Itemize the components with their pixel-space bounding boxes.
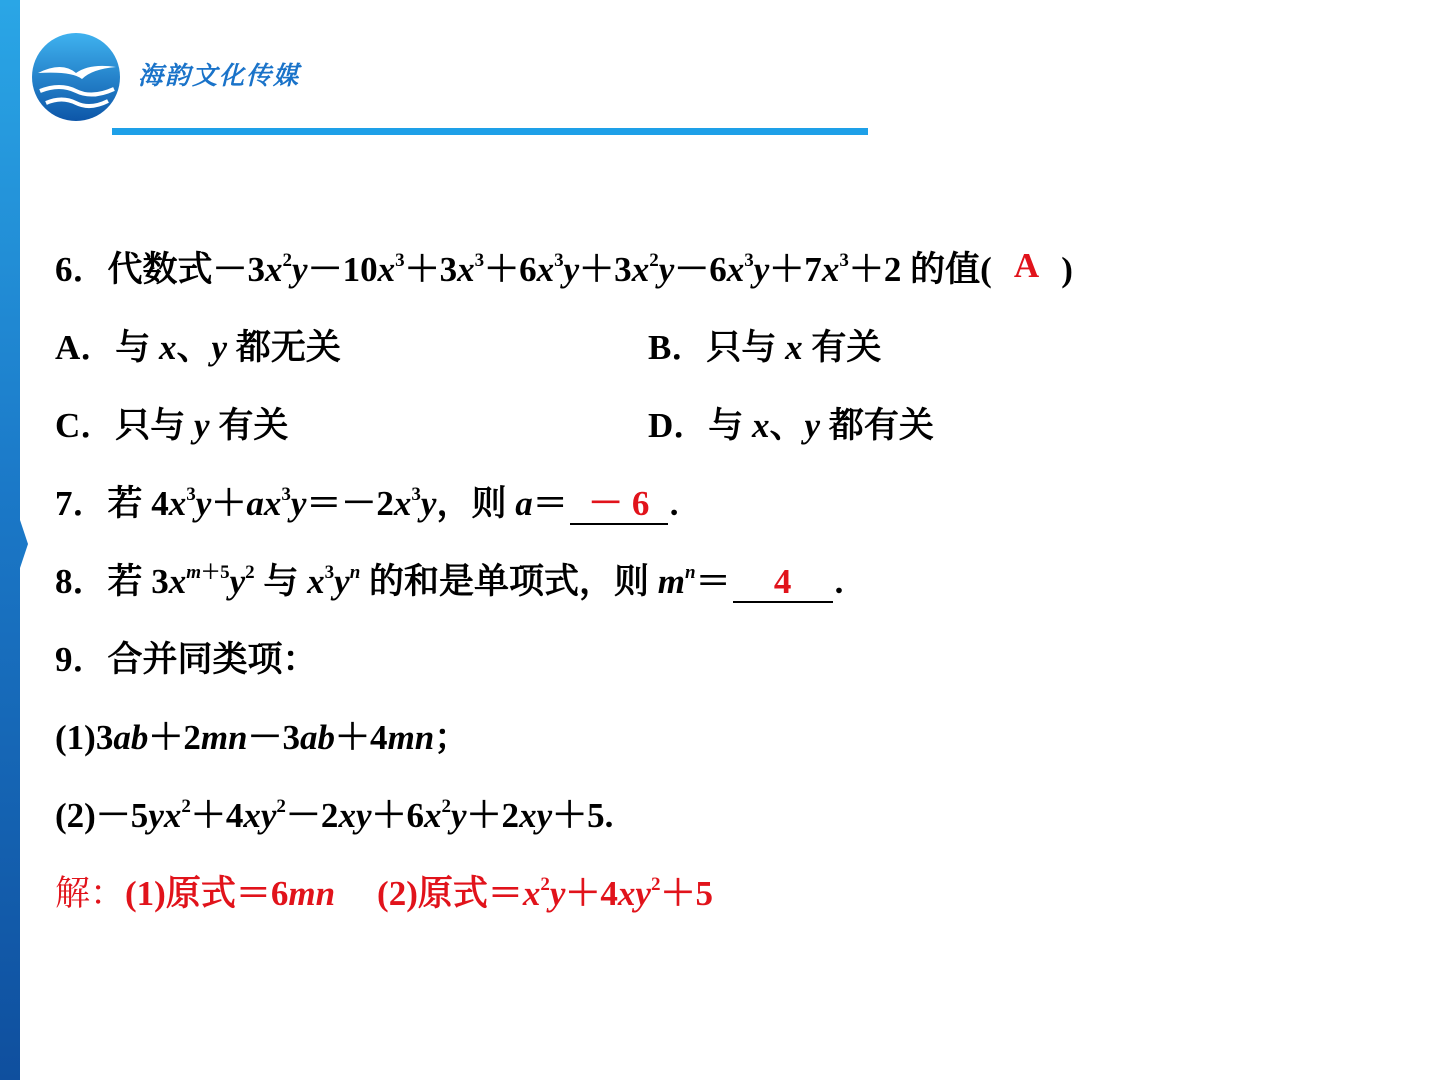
q7-answer-blank: － 6	[570, 485, 668, 525]
question-7: 7．若 $4x^3y+ax^3y=-2x^3y$，则 a＝ － 6 .	[55, 484, 679, 523]
q6-close: )	[1061, 250, 1073, 289]
question-8: 8．若 $3x^{m+5}y^2$ 与 $x^3y^n$ 的和是单项式，则 $m^n= 4$ .	[55, 562, 844, 601]
q6-stem-prefix: 代数式－3	[107, 250, 266, 289]
q6-option-c: C．只与 y 有关	[55, 406, 289, 445]
header-rule	[112, 128, 868, 135]
solution-label: 解	[55, 874, 91, 913]
q6-number: 6．	[55, 250, 108, 289]
solution-part-1: (1)原式＝6	[125, 874, 289, 913]
q6-answer: A	[1013, 246, 1040, 285]
seagull-logo-icon	[32, 33, 120, 121]
question-9-title: 9．合并同类项：	[55, 640, 318, 679]
q6-option-d: D．与 x、y 都有关	[648, 406, 934, 445]
q6-value-label: 的值(	[901, 250, 992, 289]
q8-answer-blank: 4	[733, 563, 833, 603]
left-bar-notch	[20, 520, 28, 568]
q6-option-b: B．只与 x 有关	[648, 328, 882, 367]
solution-part-2: (2)原式＝	[377, 874, 523, 913]
solution: 解：(1)原式＝6mn (2)原式$=x^2y+4xy^2+5$	[55, 874, 713, 913]
q6-option-a: A．与 x、y 都无关	[55, 328, 341, 367]
question-6: 6．代数式$-3x^2y-10x^3+3x^3+6x^3y+3x^2y-6x^3y+7x^3+2$ 的值( A )	[55, 246, 1073, 289]
brand-name: 海韵文化传媒	[138, 61, 301, 90]
left-accent-bar	[0, 0, 20, 1080]
question-9-part-2: $(2)-5yx^2+4xy^2-2xy+6x^2y+2xy+5$.	[55, 796, 614, 835]
question-9-part-1: (1)3ab＋2mn－3ab＋4mn；	[55, 718, 470, 757]
